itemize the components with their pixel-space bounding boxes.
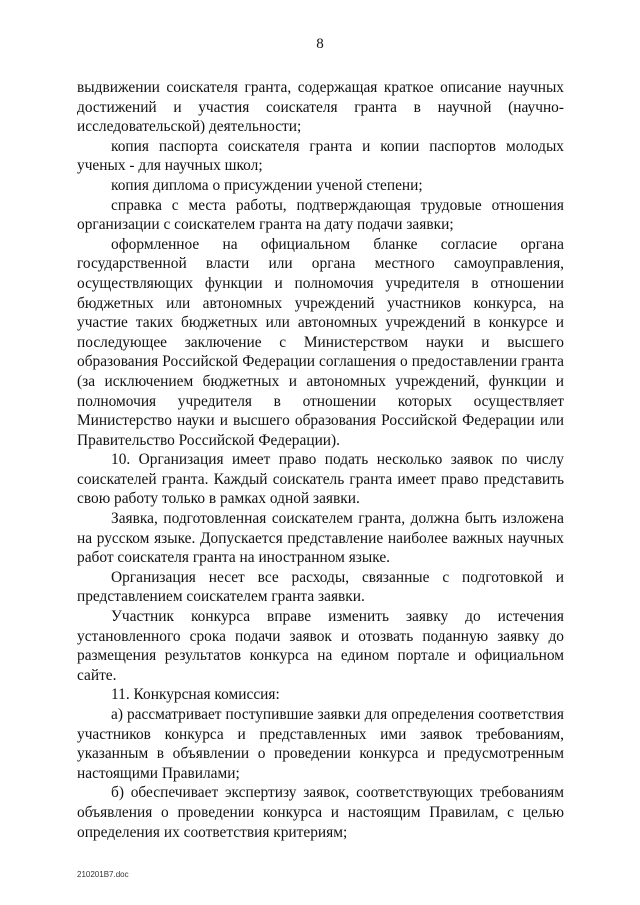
paragraph-founder-consent: оформленное на официальном бланке согласие органа государственной власти или органа местного самоуправления, осуществляющих функции и полномочия учредителя в отношении бюджетных или автономных учреждений участников конкурса, на участие таких бюджетных или автономных учреждений в конкурсе и последующее заключение с Министерством науки и высшего образования Российской Федерации соглашения о предоставлении гранта (за исключением бюджетных и автономных учреждений, функции и полномочия учредителя в отношении которых осуществляет Министерство науки и высшего образования Российской Федерации или Правительство Российской Федерации). <box>77 235 564 449</box>
paragraph-application-change: Участник конкурса вправе изменить заявку до истечения установленного срока подачи заявок и отозвать поданную заявку до размещения результатов конкурса на едином портале и официальном сайте. <box>77 608 564 684</box>
paragraph-expenses: Организация несет все расходы, связанные с подготовкой и представлением соискателем гранта заявки. <box>77 568 564 606</box>
document-body <box>77 78 564 842</box>
paragraph-diploma-copy: копия диплома о присуждении ученой степени; <box>111 176 423 194</box>
paragraph-clause-11-b: б) обеспечивает экспертизу заявок, соответствующих требованиям объявления о проведении конкурса и настоящим Правилам, с целью определения их соответствия критериям; <box>77 784 564 841</box>
paragraph-clause-10: 10. Организация имеет право подать несколько заявок по числу соискателей гранта. Каждый соискатель гранта имеет право представить свою работу только в рамках одной заявки. <box>77 451 564 508</box>
page-number: 8 <box>316 36 324 52</box>
paragraph-passport-copies: копия паспорта соискателя гранта и копии паспортов молодых ученых - для научных школ; <box>77 137 564 175</box>
paragraph-language-requirement: Заявка, подготовленная соискателем гранта, должна быть изложена на русском языке. Допускается представление наиболее важных научных работ соискателя гранта на иностранном языке. <box>77 510 564 567</box>
paragraph-employment-certificate: справка с места работы, подтверждающая трудовые отношения организации с соискателем гранта на дату подачи заявки; <box>77 196 564 234</box>
document-file-code: 210201В7.doc <box>77 870 129 879</box>
paragraph-clause-11-heading: 11. Конкурсная комиссия: <box>111 686 280 704</box>
paragraph-contest-nomination-continued: выдвижении соискателя гранта, содержащая краткое описание научных достижений и участия соискателя гранта в научной (научно-исследовательской) деятельности; <box>77 79 564 136</box>
paragraph-clause-11-a: а) рассматривает поступившие заявки для определения соответствия участников конкурса и представленных ими заявок требованиям, указанным в объявлении о проведении конкурса и предусмотренным настоящими Правилами; <box>77 706 564 782</box>
